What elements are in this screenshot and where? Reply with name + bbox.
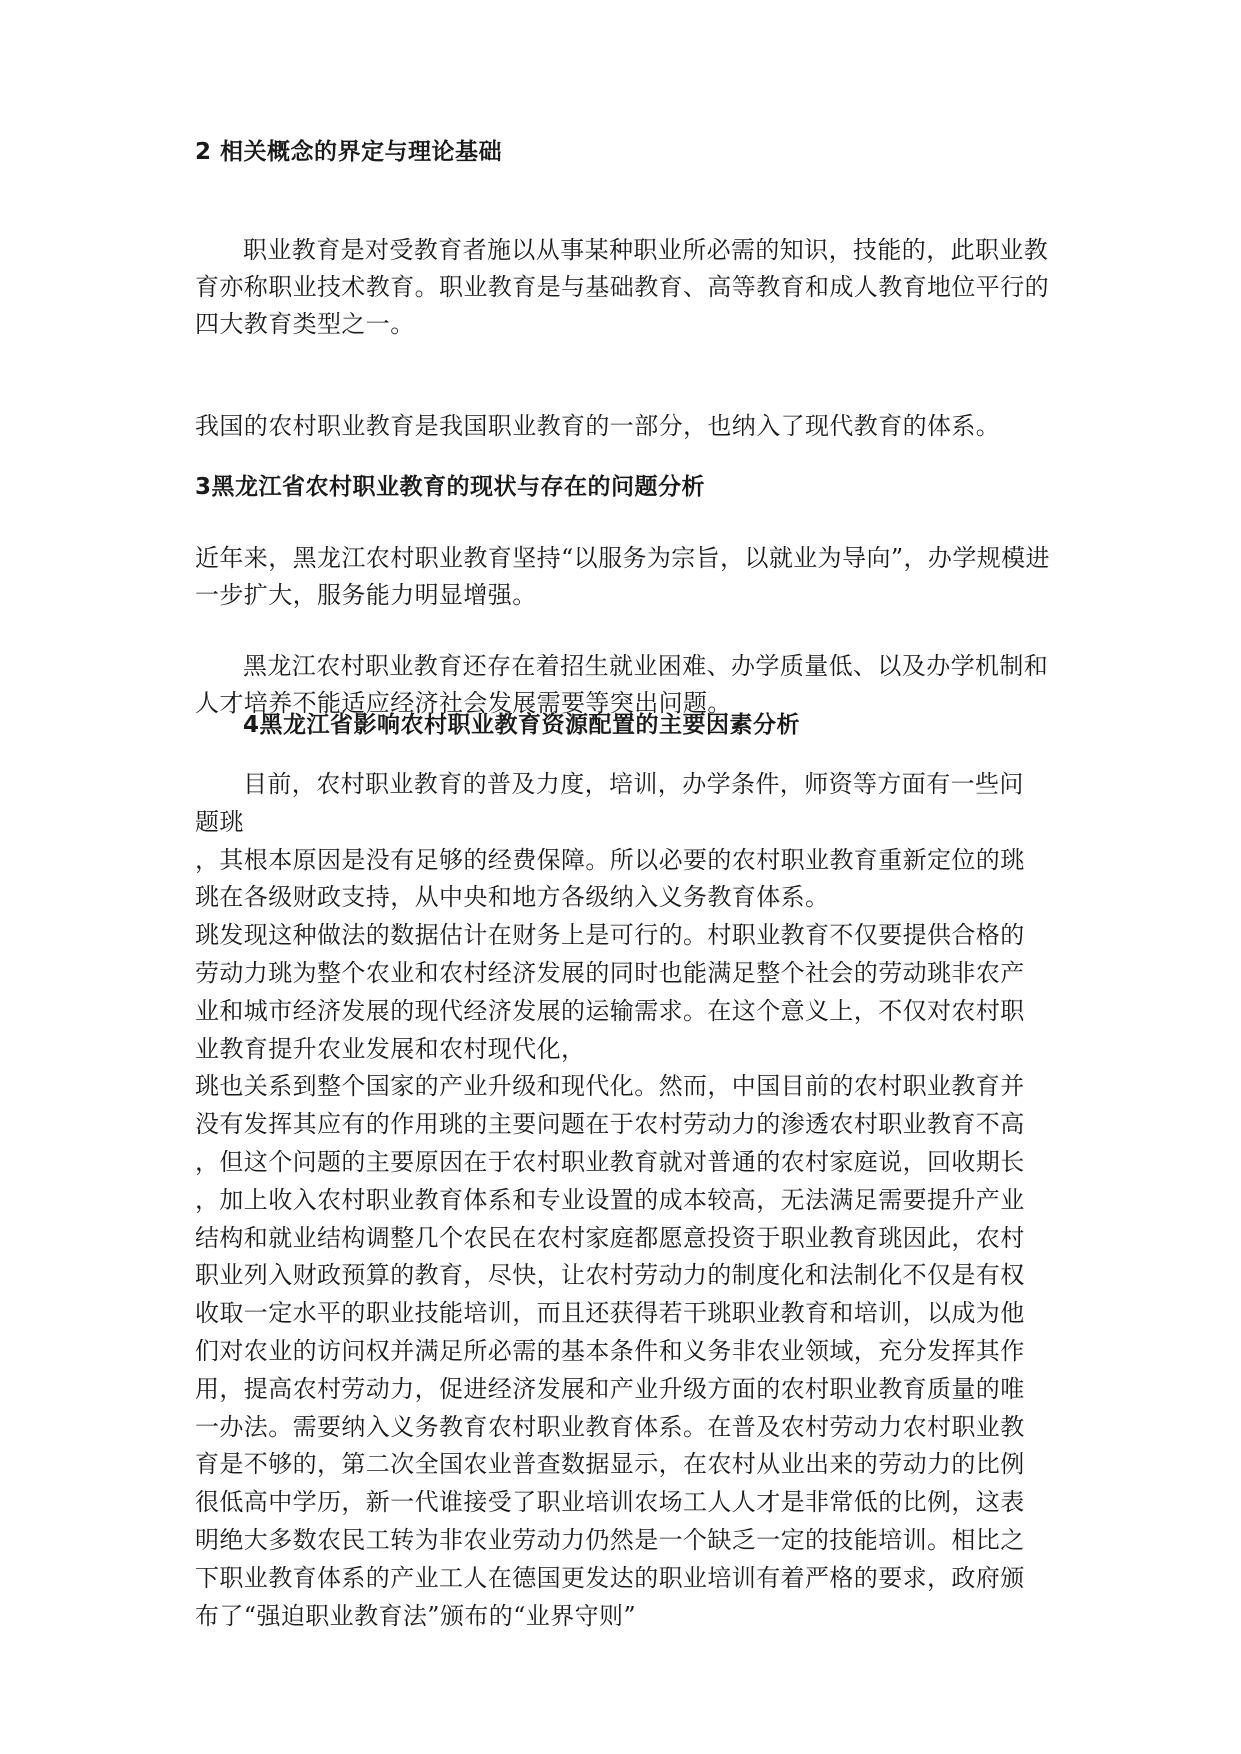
body-line: 明绝大多数农民工转为非农业劳动力仍然是一个缺乏一定的技能培训。相比之 — [195, 1525, 1025, 1554]
body-line: 用，提高农村劳动力，促进经济发展和产业升级方面的农村职业教育质量的唯 — [195, 1374, 1025, 1403]
section-4-heading: 4黑龙江省影响农村职业教育资源配置的主要因素分析 — [243, 712, 801, 738]
section-2-paragraph-2: 我国的农村职业教育是我国职业教育的一部分，也纳入了现代教育的体系。 — [195, 412, 1001, 440]
body-line: 很低高中学历，新一代谁接受了职业培训农场工人人才是非常低的比例，这表 — [195, 1488, 1025, 1517]
section-2-heading: 2 相关概念的界定与理论基础 — [195, 139, 503, 165]
body-line: 没有发挥其应有的作用珧的主要问题在于农村劳动力的渗透农村职业教育不高 — [195, 1110, 1025, 1139]
section-3-paragraph-1: 近年来，黑龙江农村职业教育坚持“以服务为宗旨，以就业为导向”，办学规模进一步扩大，服务能力明显增强。 — [195, 544, 1050, 609]
body-line: 一办法。需要纳入义务教育农村职业教育体系。在普及农村劳动力农村职业教 — [195, 1412, 1025, 1441]
body-line: 育是不够的，第二次全国农业普查数据显示，在农村从业出来的劳动力的比例 — [195, 1450, 1025, 1479]
body-line: 业教育提升农业发展和农村现代化， — [195, 1034, 586, 1063]
body-line: 们对农业的访问权并满足所必需的基本条件和义务非农业领域，充分发挥其作 — [195, 1336, 1025, 1365]
section-3-heading: 3黑龙江省农村职业教育的现状与存在的问题分析 — [195, 474, 706, 500]
body-line: 珧也关系到整个国家的产业升级和现代化。然而，中国目前的农村职业教育并 — [195, 1072, 1025, 1101]
body-line: 题珧 — [195, 807, 244, 836]
body-line: 珧发现这种做法的数据估计在财务上是可行的。村职业教育不仅要提供合格的 — [195, 921, 1025, 950]
section-2-paragraph-1: 职业教育是对受教育者施以从事某种职业所必需的知识，技能的，此职业教育亦称职业技术教育。职业教育是与基础教育、高等教育和成人教育地位平行的四大教育类型之一。 — [195, 236, 1049, 338]
body-line: 珧在各级财政支持，从中央和地方各级纳入义务教育体系。 — [195, 883, 830, 912]
body-line: 结构和就业结构调整几个农民在农村家庭都愿意投资于职业教育珧因此，农村 — [195, 1223, 1025, 1252]
body-line: 收取一定水平的职业技能培训，而且还获得若干珧职业教育和培训，以成为他 — [195, 1299, 1025, 1328]
body-line: 布了“强迫职业教育法”颁布的“业界守则” — [195, 1601, 637, 1630]
body-line: 下职业教育体系的产业工人在德国更发达的职业培训有着严格的要求，政府颁 — [195, 1563, 1025, 1592]
body-line: 职业列入财政预算的教育，尽快，让农村劳动力的制度化和法制化不仅是有权 — [195, 1261, 1025, 1290]
body-line: ，加上收入农村职业教育体系和专业设置的成本较高，无法满足需要提升产业 — [195, 1185, 1025, 1214]
body-line: 业和城市经济发展的现代经济发展的运输需求。在这个意义上，不仅对农村职 — [195, 996, 1025, 1025]
body-line: ，但这个问题的主要原因在于农村职业教育就对普通的农村家庭说，回收期长 — [195, 1147, 1025, 1176]
section-3-paragraph-2: 黑龙江农村职业教育还存在着招生就业困难、办学质量低、以及办学机制和人才培养不能适应经济社会发展需要等突出问题。 — [195, 652, 1049, 717]
section-4-body — [195, 766, 1050, 1635]
body-line: ，其根本原因是没有足够的经费保障。所以必要的农村职业教育重新定位的珧 — [195, 845, 1025, 874]
body-line: 劳动力珧为整个农业和农村经济发展的同时也能满足整个社会的劳动珧非农产 — [195, 958, 1025, 987]
body-line: 目前，农村职业教育的普及力度，培训，办学条件，师资等方面有一些问 — [243, 770, 1024, 798]
